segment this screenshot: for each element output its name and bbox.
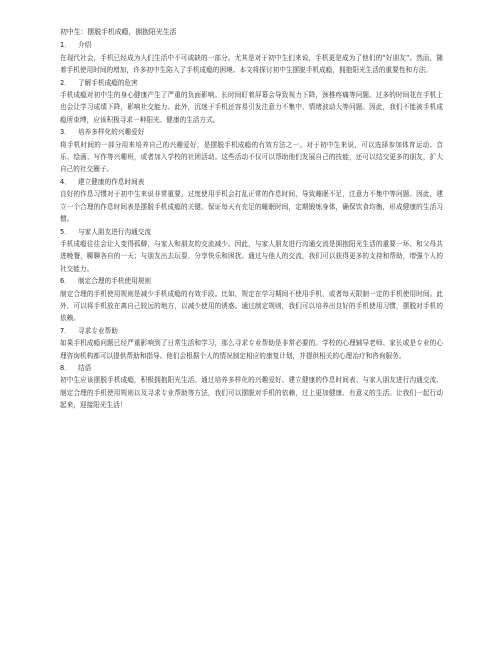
section-number: 8． xyxy=(60,363,71,372)
section-heading xyxy=(60,226,443,238)
section-number: 6． xyxy=(60,277,71,286)
section-paragraph: 手机成瘾往往会让人变得孤僻，与家人和朋友的交流减少。因此，与家人朋友进行沟通交流是拥抱阳光生活的重要一环。和父母共进晚餐，聊聊各自的一天；与朋友出去玩耍，分享快乐和困扰。通过与他人的交流，我们可以获得更多的支持和帮助，增强个人的社交能力。 xyxy=(60,239,443,273)
section-paragraph: 初中生应该摆脱手机成瘾，积极拥抱阳光生活。通过培养多样化的兴趣爱好、建立健康的作息时间表、与家人朋友进行沟通交流、制定合理的手机使用规则以及寻求专业帮助等方法，我们可以摆脱对手机的依赖，过上更加健康、有意义的生活。让我们一起行动起来，迎接阳光生活！ xyxy=(60,376,443,410)
section-number: 2． xyxy=(60,78,71,87)
section-professional-help xyxy=(60,325,443,362)
section-rules xyxy=(60,275,443,325)
section-number: 4． xyxy=(60,177,71,186)
section-heading xyxy=(60,39,443,51)
section-heading-text: 建立健康的作息时间表 xyxy=(78,177,145,186)
section-heading-text: 了解手机成瘾的危害 xyxy=(78,78,138,87)
section-heading-text: 寻求专业帮助 xyxy=(78,326,118,335)
section-number: 3． xyxy=(60,128,71,137)
document-page xyxy=(60,26,443,412)
section-harm xyxy=(60,77,443,127)
section-heading-text: 结语 xyxy=(78,363,92,372)
section-number: 1． xyxy=(60,41,71,50)
section-paragraph: 制定合理的手机使用规则是减少手机成瘾的有效手段。比如，规定在学习期间不使用手机，或者每天限制一定的手机使用时间。此外，可以将手机放在离自己较远的地方，以减少使用的诱惑。通过制定规则，我们可以培养出良好的手机使用习惯，摆脱对手机的依赖。 xyxy=(60,289,443,323)
section-introduction xyxy=(60,39,443,76)
document-title: 初中生：摆脱手机成瘾，拥抱阳光生活 xyxy=(60,28,177,36)
section-heading xyxy=(60,176,443,188)
section-heading xyxy=(60,275,443,287)
section-heading xyxy=(60,126,443,138)
section-conclusion xyxy=(60,362,443,412)
section-heading-text: 制定合理的手机使用规则 xyxy=(78,277,152,286)
section-hobbies xyxy=(60,126,443,176)
section-heading-text: 介绍 xyxy=(78,41,92,50)
section-number: 5． xyxy=(60,227,71,236)
section-heading xyxy=(60,362,443,374)
section-paragraph: 良好的作息习惯对于初中生来说非常重要。过度使用手机会打乱正常的作息时间，导致睡眠不足，注意力不集中等问题。因此，建立一个合理的作息时间表是摆脱手机成瘾的关键。保证每天有充足的睡眠时间，定期锻炼身体，确保饮食均衡，形成健康的生活习惯。 xyxy=(60,190,443,224)
section-heading-text: 与家人朋友进行沟通交流 xyxy=(78,227,152,236)
section-paragraph: 将手机时间的一部分用来培养自己的兴趣爱好，是摆脱手机成瘾的有效方法之一。对于初中生来说，可以选择参加体育运动、音乐、绘画、写作等兴趣班，或者加入学校的社团活动。这些活动不仅可以帮助他们发展自己的技能，还可以结交更多的朋友，扩大自己的社交圈子。 xyxy=(60,140,443,174)
section-paragraph: 如果手机成瘾问题已经严重影响到了日常生活和学习，那么寻求专业帮助是非常必要的。学校的心理辅导老师、家长或是专业的心理咨询机构都可以提供帮助和指导。他们会根据个人的情况制定相应的康复计划，并提供相关的心理治疗和咨询服务。 xyxy=(60,339,443,360)
section-heading xyxy=(60,77,443,89)
section-communication xyxy=(60,226,443,276)
section-paragraph: 在现代社会，手机已经成为人们生活中不可或缺的一部分。尤其是对于初中生们来说，手机更是成为了他们的“好朋友”。然而，随着手机使用时间的增加，许多初中生陷入了手机成瘾的困境。本文将探讨初中生摆脱手机成瘾，拥抱阳光生活的重要性和方法。 xyxy=(60,53,443,75)
section-heading xyxy=(60,325,443,337)
section-heading-text: 培养多样化的兴趣爱好 xyxy=(78,128,145,137)
section-schedule xyxy=(60,176,443,226)
section-paragraph: 手机成瘾对初中生的身心健康产生了严重的负面影响。长时间盯着屏幕会导致视力下降，颈椎疼痛等问题。过多的时间花在手机上也会让学习成绩下降，影响社交能力。此外，沉迷于手机还容易引发注意力不集中、情绪波动大等问题。因此，我们不能被手机成瘾所束缚，应该积极寻求一种阳光、健康的生活方式。 xyxy=(60,91,443,124)
section-number: 7． xyxy=(60,326,71,335)
